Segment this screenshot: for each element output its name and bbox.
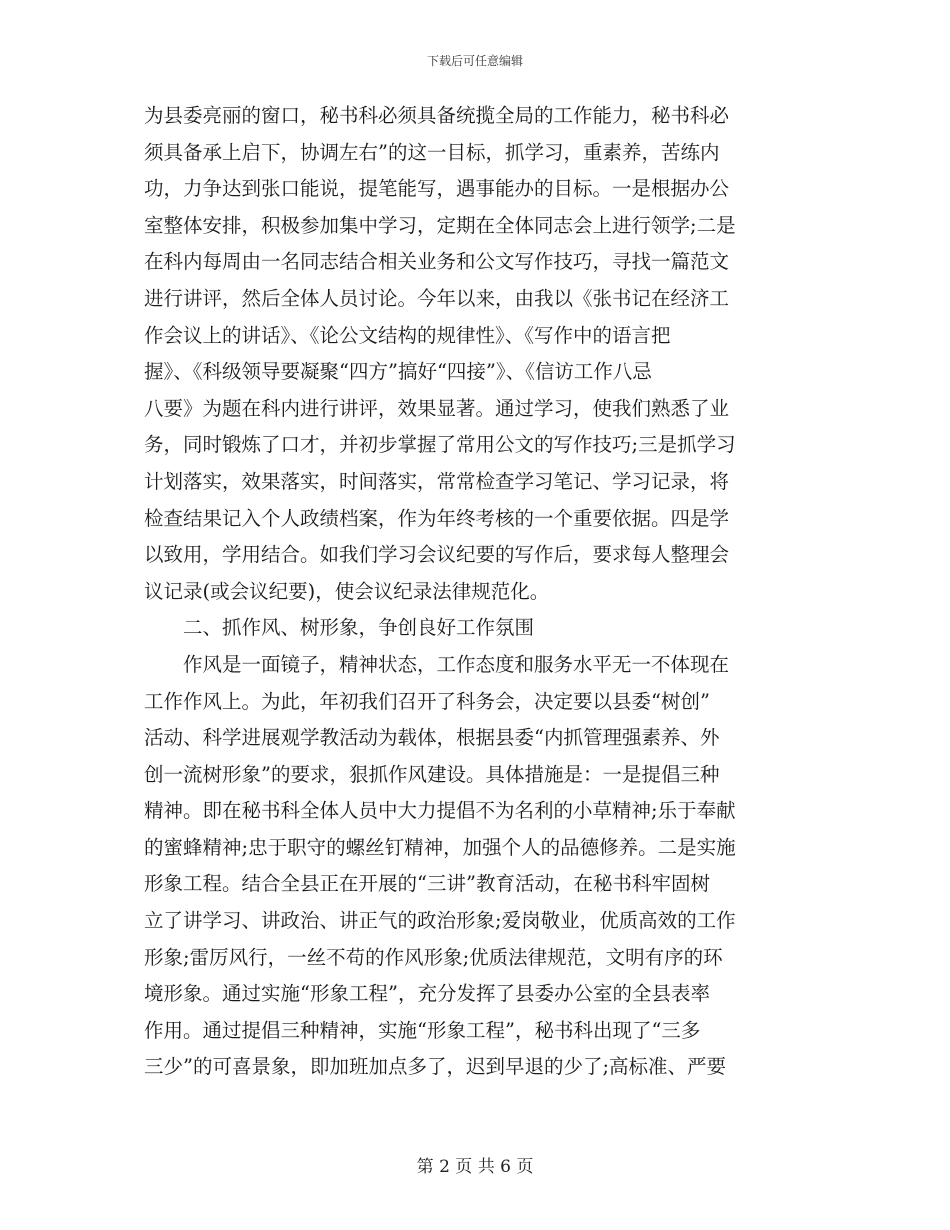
text-line: 议记录(或会议纪要)，使会议纪录法律规范化。 <box>144 579 550 603</box>
text-line: 功，力争达到张口能说，提笔能写，遇事能办的目标。一是根据办公 <box>144 177 730 201</box>
text-line: 计划落实，效果落实，时间落实，常常检查学习笔记、学习记录，将 <box>144 469 730 493</box>
text-line: 作风是一面镜子，精神状态，工作态度和服务水平无一不体现在 <box>183 652 730 676</box>
text-line: 室整体安排，积极参加集中学习，定期在全体同志会上进行领学;二是 <box>144 213 736 237</box>
text-line: 八要》为题在科内进行讲评，效果显著。通过学习，使我们熟悉了业 <box>144 396 730 420</box>
text-line: 二、抓作风、树形象，争创良好工作氛围 <box>183 616 535 640</box>
text-line: 形象;雷厉风行，一丝不苟的作风形象;优质法律规范，文明有序的环 <box>144 945 723 969</box>
text-line: 作会议上的讲话》、《论公文结构的规律性》、《写作中的语言把 <box>144 323 671 347</box>
text-line: 工作作风上。为此，年初我们召开了科务会，决定要以县委“树创” <box>144 689 710 713</box>
text-line: 为县委亮丽的窗口，秘书科必须具备统揽全局的工作能力，秘书科必 <box>144 104 730 127</box>
text-line: 精神。即在秘书科全体人员中大力提倡不为名利的小草精神;乐于奉献 <box>144 799 736 823</box>
text-line: 务，同时锻炼了口才，并初步掌握了常用公文的写作技巧;三是抓学习 <box>144 433 736 457</box>
text-line: 进行讲评，然后全体人员讨论。今年以来，由我以《张书记在经济工 <box>144 286 730 310</box>
page-number: 第 2 页 共 6 页 <box>416 1157 534 1177</box>
text-line: 形象工程。结合全县正在开展的“三讲”教育活动，在秘书科牢固树 <box>144 872 710 896</box>
document-body <box>144 98 808 1086</box>
text-line: 检查结果记入个人政绩档案，作为年终考核的一个重要依据。四是学 <box>144 506 730 530</box>
text-line: 作用。通过提倡三种精神，实施“形象工程”，秘书科出现了“三多 <box>144 1018 701 1042</box>
text-line: 境形象。通过实施“形象工程”，充分发挥了县委办公室的全县表率 <box>144 982 710 1006</box>
page-header: 下载后可任意编辑 <box>426 54 523 68</box>
text-line: 须具备承上启下，协调左右”的这一目标，抓学习，重素养，苦练内 <box>144 140 720 164</box>
text-line: 以致用，学用结合。如我们学习会议纪要的写作后，要求每人整理会 <box>144 543 730 567</box>
text-line: 创一流树形象”的要求，狠抓作风建设。具体措施是：一是提倡三种 <box>144 762 720 786</box>
text-line: 的蜜蜂精神;忠于职守的螺丝钉精神，加强个人的品德修养。二是实施 <box>144 835 736 859</box>
text-line: 立了讲学习、讲政治、讲正气的政治形象;爱岗敬业，优质高效的工作 <box>144 909 736 933</box>
text-line: 三少”的可喜景象，即加班加点多了，迟到早退的少了;高标准、严要 <box>144 1055 727 1079</box>
text-line: 活动、科学进展观学教活动为载体，根据县委“内抓管理强素养、外 <box>144 726 720 750</box>
text-line: 在科内每周由一名同志结合相关业务和公文写作技巧，寻找一篇范文 <box>144 250 730 274</box>
text-line: 握》、《科级领导要凝聚“四方”搞好“四接”》、《信访工作八忌 <box>144 360 652 384</box>
